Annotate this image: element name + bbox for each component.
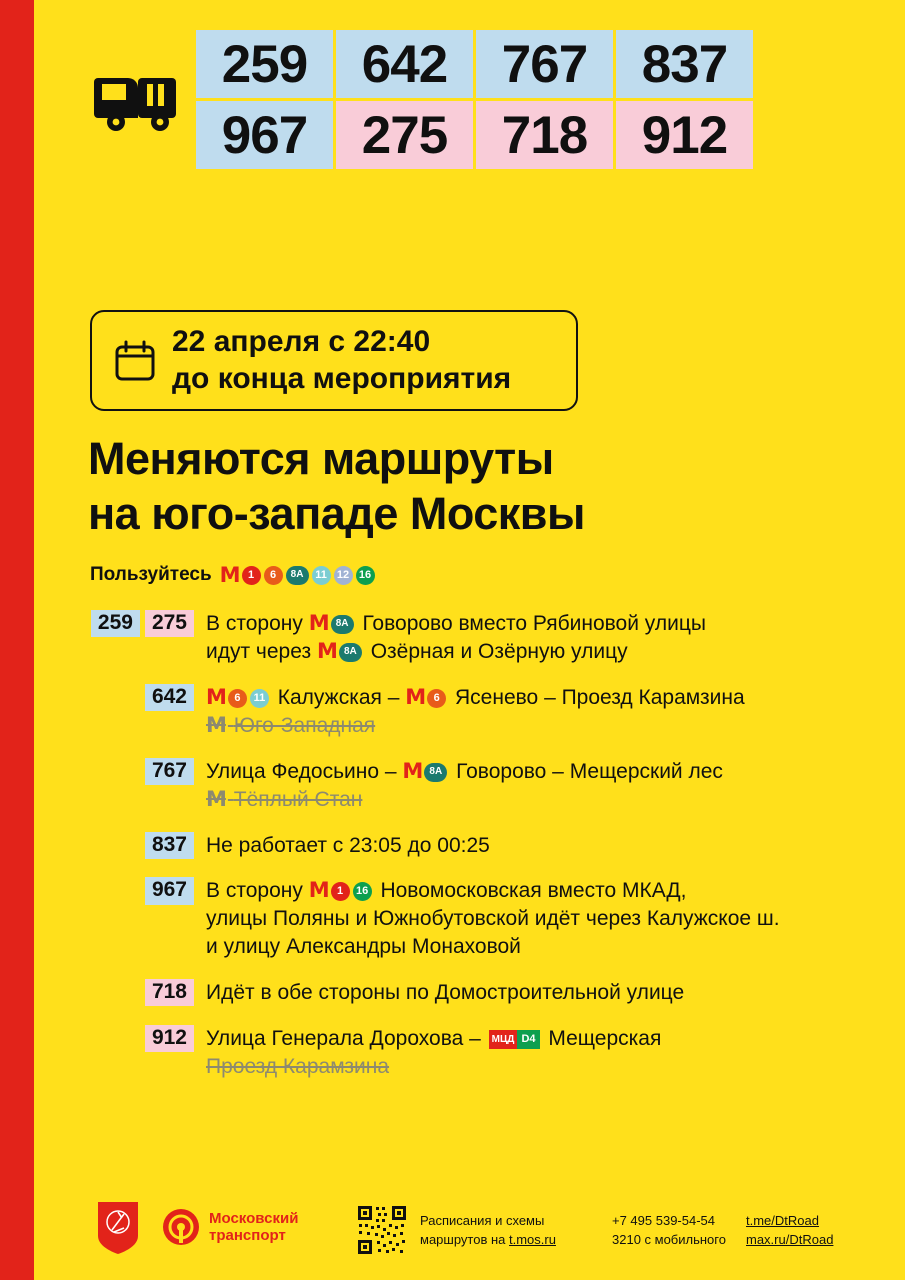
route-description-line: улицы Поляны и Южнобутовской идёт через Калужское ш. bbox=[206, 907, 780, 931]
text-fragment: Калужская – bbox=[277, 685, 400, 709]
route-description bbox=[194, 830, 490, 860]
route-number-cell: 837 bbox=[616, 30, 753, 98]
moscow-transport-logo bbox=[162, 1208, 298, 1246]
route-cancelled-stop bbox=[206, 712, 745, 740]
text-fragment: Ясенево – Проезд Карамзина bbox=[455, 685, 745, 709]
qr-caption-line-1: Расписания и схемы bbox=[420, 1213, 545, 1228]
text-fragment: Озёрная и Озёрную улицу bbox=[370, 639, 628, 663]
metro-m-icon: M bbox=[219, 562, 240, 587]
metro-line-badge-16: 16 bbox=[353, 882, 372, 901]
route-description bbox=[194, 756, 723, 814]
moscow-coat-of-arms-icon bbox=[96, 1200, 140, 1256]
transport-logo-text bbox=[209, 1210, 298, 1245]
text-fragment: Улица Генерала Дорохова – bbox=[206, 1027, 481, 1051]
text-fragment: Новомосковская вместо МКАД, bbox=[380, 879, 687, 903]
max-link[interactable]: max.ru/DtRoad bbox=[746, 1231, 834, 1247]
mcd-d4-badge bbox=[489, 1030, 540, 1049]
route-row-numbers bbox=[90, 830, 194, 859]
route-chip: 967 bbox=[145, 877, 194, 904]
route-chip: 837 bbox=[145, 832, 194, 859]
route-number-cell: 767 bbox=[476, 30, 613, 98]
route-number-cell: 259 bbox=[196, 30, 333, 98]
route-description bbox=[194, 875, 780, 961]
text-fragment: Улица Федосьино – bbox=[206, 759, 397, 783]
qr-site-link[interactable]: t.mos.ru bbox=[509, 1231, 556, 1247]
metro-m-icon: M bbox=[206, 684, 226, 709]
route-change-list bbox=[90, 608, 890, 1097]
metro-line-badge-6: 6 bbox=[264, 566, 283, 585]
use-label: Пользуйтесь bbox=[90, 564, 212, 585]
transport-logo-icon bbox=[162, 1208, 200, 1246]
qr-code-icon[interactable] bbox=[356, 1204, 408, 1256]
route-number-cell: 642 bbox=[336, 30, 473, 98]
route-chip: 275 bbox=[145, 610, 194, 637]
page-title bbox=[88, 432, 878, 542]
route-row-numbers bbox=[90, 756, 194, 785]
metro-line-badge-8a: 8А bbox=[286, 566, 309, 585]
phone-primary: +7 495 539-54-54 bbox=[612, 1213, 716, 1228]
metro-m-icon: M bbox=[308, 611, 329, 635]
route-description bbox=[194, 1023, 661, 1081]
date-text bbox=[172, 324, 511, 397]
metro-line-badge-11: 11 bbox=[312, 566, 331, 585]
text-fragment: Юго-Западная bbox=[233, 713, 376, 737]
metro-line-badge-8a: 8А bbox=[424, 763, 447, 782]
route-chip: 767 bbox=[145, 758, 194, 785]
route-number-cell: 275 bbox=[336, 101, 473, 169]
text-fragment: Говорово – Мещерский лес bbox=[456, 759, 723, 783]
route-row-numbers bbox=[90, 875, 194, 904]
route-chip: 642 bbox=[145, 684, 194, 711]
route-description-line bbox=[206, 758, 723, 786]
poster-body bbox=[34, 0, 905, 1280]
text-fragment: Говорово вместо Рябиновой улицы bbox=[362, 612, 706, 635]
route-row bbox=[90, 977, 890, 1007]
route-row-numbers bbox=[90, 682, 194, 711]
text-fragment: Мещерская bbox=[548, 1027, 662, 1051]
route-number-cell: 912 bbox=[616, 101, 753, 169]
route-number-cell: 967 bbox=[196, 101, 333, 169]
route-description-line bbox=[206, 1025, 661, 1053]
qr-caption-line-2a: маршрутов на bbox=[420, 1231, 509, 1247]
date-box bbox=[90, 310, 578, 411]
route-chip: 259 bbox=[91, 610, 140, 637]
route-row bbox=[90, 830, 890, 860]
route-description-line bbox=[206, 877, 780, 905]
route-description-line bbox=[206, 638, 706, 666]
headline-line-2: на юго-западе Москвы bbox=[88, 487, 585, 539]
route-description-line: Не работает с 23:05 до 00:25 bbox=[206, 833, 490, 857]
route-row bbox=[90, 756, 890, 814]
route-number-cell: 718 bbox=[476, 101, 613, 169]
route-row-numbers bbox=[90, 977, 194, 1006]
text-fragment: идут через bbox=[206, 639, 312, 663]
metro-line-badge-8a: 8А bbox=[339, 643, 362, 662]
route-row-numbers bbox=[90, 1023, 194, 1052]
date-line-2: до конца мероприятия bbox=[172, 361, 512, 395]
header-routes-block bbox=[94, 30, 753, 169]
route-description-line: и улицу Александры Монаховой bbox=[206, 935, 521, 959]
text-fragment: Тёплый Стан bbox=[233, 787, 363, 811]
text-fragment: В сторону bbox=[206, 612, 303, 635]
route-cancelled-stop bbox=[206, 786, 723, 814]
metro-m-icon: M bbox=[402, 758, 423, 783]
route-description bbox=[194, 682, 745, 740]
transport-logo-line-2: транспорт bbox=[209, 1227, 286, 1244]
text-fragment: Проезд Карамзина bbox=[206, 1055, 390, 1079]
metro-m-icon: M bbox=[316, 638, 337, 663]
mcd-line-number: D4 bbox=[517, 1030, 539, 1049]
metro-m-icon: M bbox=[405, 684, 426, 709]
route-row bbox=[90, 682, 890, 740]
footer bbox=[34, 1196, 905, 1280]
bus-icon bbox=[94, 64, 180, 136]
route-chip: 718 bbox=[145, 979, 194, 1006]
route-cancelled-stop bbox=[206, 1053, 661, 1081]
use-metro-line bbox=[90, 564, 378, 586]
route-chip: 912 bbox=[145, 1025, 194, 1052]
metro-line-badge-16: 16 bbox=[356, 566, 375, 585]
route-description-line: Идёт в обе стороны по Домостроительной улице bbox=[206, 981, 685, 1005]
route-row bbox=[90, 608, 890, 666]
metro-m-icon: M bbox=[206, 786, 226, 811]
route-description-line bbox=[206, 610, 706, 638]
metro-line-badge-1: 1 bbox=[242, 566, 261, 585]
phone-mobile: 3210 с мобильного bbox=[612, 1231, 726, 1247]
route-row bbox=[90, 875, 890, 961]
metro-m-icon: M bbox=[206, 712, 226, 737]
date-line-1: 22 апреля с 22:40 bbox=[172, 324, 431, 358]
metro-line-badge-8a: 8А bbox=[331, 615, 354, 634]
qr-caption bbox=[420, 1212, 556, 1250]
route-description bbox=[194, 608, 706, 666]
route-description-line bbox=[206, 684, 745, 712]
social-links bbox=[746, 1212, 833, 1250]
route-row bbox=[90, 1023, 890, 1081]
text-fragment: В сторону bbox=[206, 879, 303, 903]
red-side-stripe bbox=[0, 0, 34, 1280]
metro-line-badge-6: 6 bbox=[427, 689, 446, 708]
mcd-label: МЦД bbox=[489, 1030, 518, 1049]
metro-m-icon: M bbox=[308, 878, 329, 903]
telegram-link[interactable]: t.me/DtRoad bbox=[746, 1213, 819, 1228]
headline-line-1: Меняются маршруты bbox=[88, 433, 554, 484]
route-description bbox=[194, 977, 684, 1007]
metro-line-badge-11: 11 bbox=[250, 689, 269, 708]
contact-phones bbox=[612, 1212, 726, 1250]
route-number-grid bbox=[196, 30, 753, 169]
transport-logo-line-1: Московский bbox=[209, 1209, 299, 1227]
metro-line-badge-6: 6 bbox=[228, 689, 247, 708]
metro-line-badge-1: 1 bbox=[331, 882, 350, 901]
metro-line-badge-12: 12 bbox=[334, 566, 353, 585]
route-row-numbers bbox=[90, 608, 194, 637]
calendar-icon bbox=[114, 340, 156, 382]
